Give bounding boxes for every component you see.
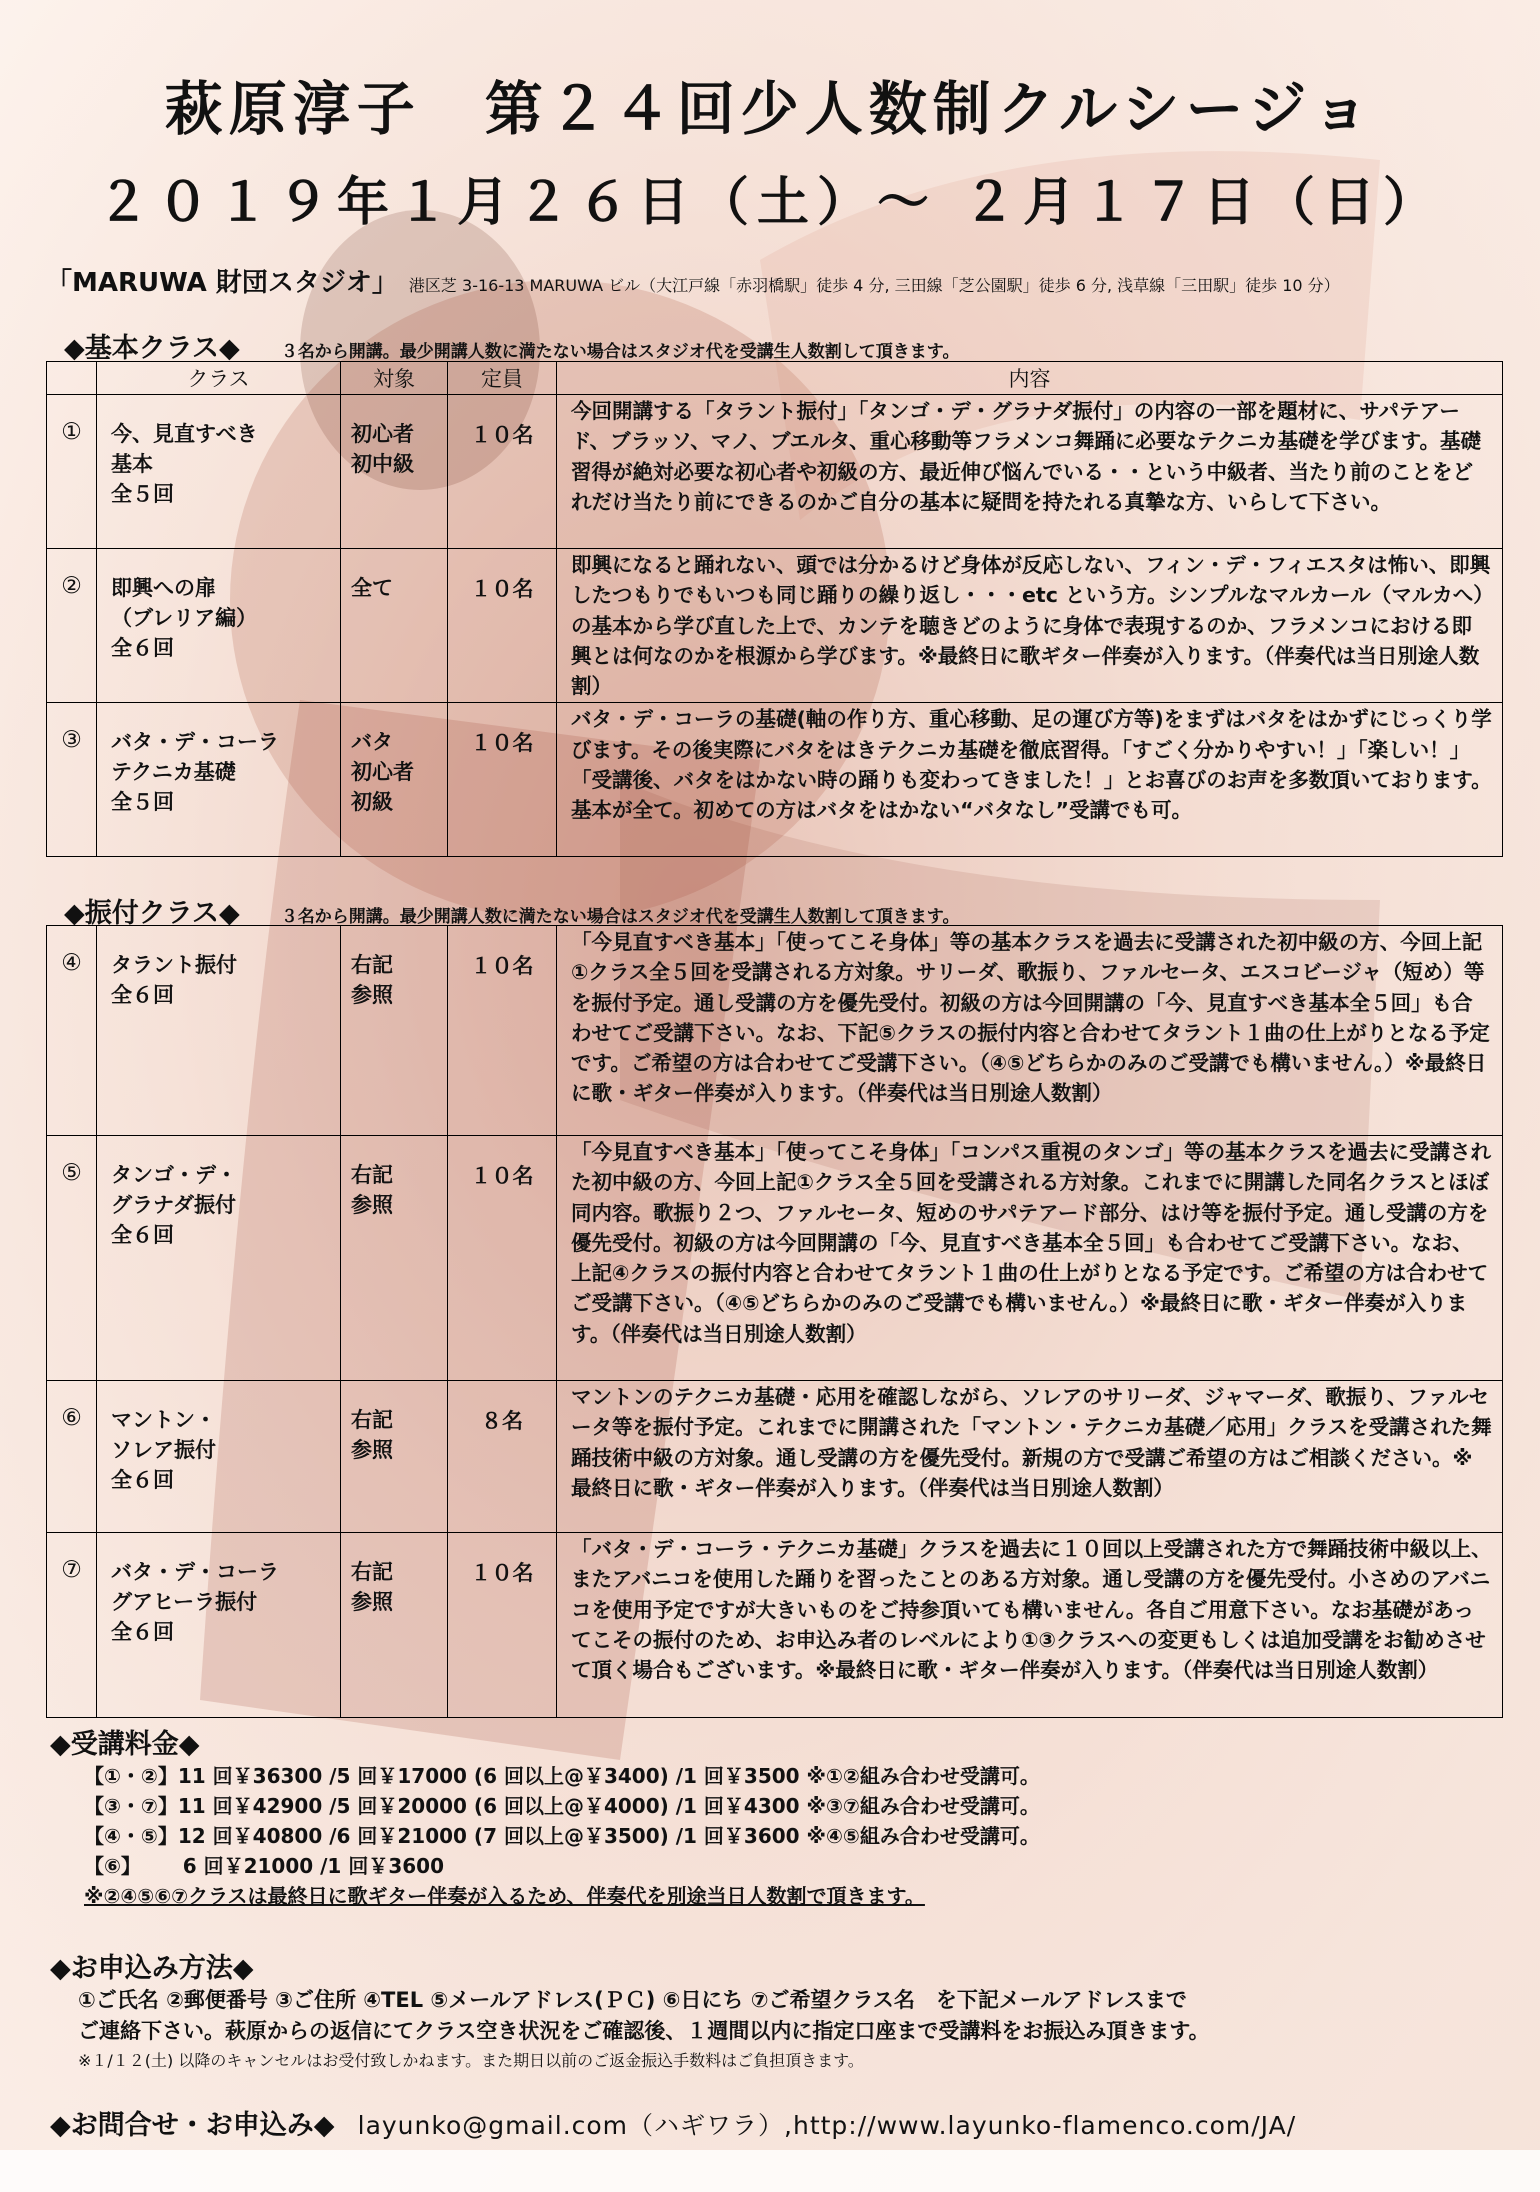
table-row [47, 1136, 1503, 1381]
class-capacity: １０名 [448, 395, 557, 549]
basic-class-heading-line [64, 326, 959, 365]
class-number: ④ [47, 926, 97, 1136]
choreo-class-heading: ◆振付クラス◆ [64, 898, 240, 929]
fee-line: 【⑥】 6 回￥21000 /1 回￥3600 [84, 1854, 444, 1878]
apply-instructions: ①ご氏名 ②郵便番号 ③ご住所 ④TEL ⑤メールアドレス(ＰＣ) ⑥日にち ⑦ご希望クラス名 を下記メールアドレスまで [78, 1988, 1187, 2012]
class-description: 即興になると踊れない、頭では分かるけど身体が反応しない、フィン・デ・フィエスタは怖い、即興したつもりでもいつも同じ踊りの繰り返し・・・etc という方。シンプルなマルカール（マルカへ）の基本から学び直した上で、カンテを聴きどのように身体で表現するのか、フラメンコにおける即興とは何なのかを根源から学びます。※最終日に歌ギター伴奏が入ります。（伴奏代は当日別途人数割） [557, 549, 1503, 703]
class-target: バタ 初心者 初級 [341, 703, 448, 857]
table-row [47, 926, 1503, 1136]
col-header-class: クラス [97, 362, 341, 395]
class-description: バタ・デ・コーラの基礎(軸の作り方、重心移動、足の運び方等)をまずはバタをはかずにじっくり学びます。その後実際にバタをはきテクニカ基礎を徹底習得。「すごく分かりやすい！」「楽しい！」「受講後、バタをはかない時の踊りも変わってきました！」とお喜びのお声を多数頂いております。基本が全て。初めての方はバタをはかない“バタなし”受講でも可。 [557, 703, 1503, 857]
class-capacity: １０名 [448, 703, 557, 857]
class-capacity: １０名 [448, 1136, 557, 1381]
col-header-content: 内容 [557, 362, 1503, 395]
fee-line: 【④・⑤】12 回￥40800 /6 回￥21000 (7 回以上@￥3500) /1 回￥3600 ※④⑤組み合わせ受講可。 [84, 1824, 1040, 1848]
table-row [47, 395, 1503, 549]
choreo-class-note: ３名から開講。最少開講人数に満たない場合はスタジオ代を受講生人数割して頂きます。 [280, 907, 960, 927]
choreo-class-table [46, 925, 1503, 1718]
cancel-policy: ※１/１２(土) 以降のキャンセルはお受付致しかねます。また期日以前のご返金振込手数料はご負担頂きます。 [78, 2051, 864, 2070]
fee-notice: ※②④⑤⑥⑦クラスは最終日に歌ギター伴奏が入るため、伴奏代を別途当日人数割で頂きます。 [84, 1884, 925, 1908]
fees-section [50, 1722, 1040, 1911]
class-description: 今回開講する「タラント振付」「タンゴ・デ・グラナダ振付」の内容の一部を題材に、サパテアード、ブラッソ、マノ、ブエルタ、重心移動等フラメンコ舞踊に必要なテクニカ基礎を学びます。基礎習得が絶対必要な初心者や初級の方、最近伸び悩んでいる・・という中級者、当たり前のことをどれだけ当たり前にできるのかご自分の基本に疑問を持たれる真摯な方、いらして下さい。 [557, 395, 1503, 549]
apply-heading: ◆お申込み方法◆ [50, 1953, 254, 1984]
class-target: 初心者 初中級 [341, 395, 448, 549]
class-name: マントン・ ソレア振付 全６回 [97, 1381, 341, 1533]
class-name: タンゴ・デ・ グラナダ振付 全６回 [97, 1136, 341, 1381]
class-name: バタ・デ・コーラ テクニカ基礎 全５回 [97, 703, 341, 857]
class-number: ⑦ [47, 1533, 97, 1718]
class-description: 「今見直すべき基本」「使ってこそ身体」「コンパス重視のタンゴ」等の基本クラスを過去に受講された初中級の方、今回上記①クラス全５回を受講される方対象。これまでに開講した同名クラスとほぼ同内容。歌振り２つ、ファルセータ、短めのサパテアード部分、はけ等を振付予定。通し受講の方を優先受付。初級の方は今回開講の「今、見直すべき基本全５回」も合わせてご受講下さい。なお、上記④クラスの振付内容と合わせてタラント１曲の仕上がりとなる予定です。ご希望の方は合わせてご受講下さい。（④⑤どちらかのみのご受講でも構いません。）※最終日に歌・ギター伴奏が入ります。（伴奏代は当日別途人数割） [557, 1136, 1503, 1381]
apply-section [50, 1946, 1210, 2075]
class-number: ② [47, 549, 97, 703]
class-name: タラント振付 全６回 [97, 926, 341, 1136]
fees-heading: ◆受講料金◆ [50, 1729, 200, 1760]
contact-heading: ◆お問合せ・お申込み◆ [50, 2110, 335, 2141]
class-name: 今、見直すべき 基本 全５回 [97, 395, 341, 549]
class-capacity: １０名 [448, 1533, 557, 1718]
table-row [47, 1533, 1503, 1718]
date-range: ２０１９年１月２６日（土）～ ２月１７日（日） [96, 173, 1444, 233]
basic-class-note: ３名から開講。最少開講人数に満たない場合はスタジオ代を受講生人数割して頂きます。 [280, 342, 960, 362]
class-capacity: １０名 [448, 926, 557, 1136]
col-header-target: 対象 [341, 362, 448, 395]
class-target: 全て [341, 549, 448, 703]
class-number: ⑤ [47, 1136, 97, 1381]
venue-address: 港区芝 3-16-13 MARUWA ビル（大江戸線「赤羽橋駅」徒歩 4 分, 三田線「芝公園駅」徒歩 6 分, 浅草線「三田駅」徒歩 10 分） [408, 276, 1340, 295]
class-description: 「今見直すべき基本」「使ってこそ身体」等の基本クラスを過去に受講された初中級の方、今回上記①クラス全５回を受講される方対象。サリーダ、歌振り、ファルセータ、エスコビージャ（短め）等を振付予定。通し受講の方を優先受付。初級の方は今回開講の「今、見直すべき基本全５回」も合わせてご受講下さい。なお、下記⑤クラスの振付内容と合わせてタラント１曲の仕上がりとなる予定です。ご希望の方は合わせてご受講下さい。（④⑤どちらかのみのご受講でも構いません。）※最終日に歌・ギター伴奏が入ります。（伴奏代は当日別途人数割） [557, 926, 1503, 1136]
page-title: 萩原淳子 第２４回少人数制クルシージョ [164, 75, 1376, 143]
col-header-num [47, 362, 97, 395]
venue-line [46, 262, 1340, 299]
fee-line: 【③・⑦】11 回￥42900 /5 回￥20000 (6 回以上@￥4000) /1 回￥4300 ※③⑦組み合わせ受講可。 [84, 1794, 1040, 1818]
table-row [47, 1381, 1503, 1533]
basic-class-table [46, 361, 1503, 857]
basic-class-heading: ◆基本クラス◆ [64, 333, 240, 364]
class-number: ③ [47, 703, 97, 857]
class-number: ⑥ [47, 1381, 97, 1533]
class-target: 右記 参照 [341, 1533, 448, 1718]
contact-line [50, 2103, 1296, 2142]
venue-name: 「MARUWA 財団スタジオ」 [46, 268, 398, 298]
class-number: ① [47, 395, 97, 549]
fee-line: 【①・②】11 回￥36300 /5 回￥17000 (6 回以上@￥3400) /1 回￥3500 ※①②組み合わせ受講可。 [84, 1764, 1040, 1788]
class-capacity: １０名 [448, 549, 557, 703]
class-description: マントンのテクニカ基礎・応用を確認しながら、ソレアのサリーダ、ジャマーダ、歌振り、ファルセータ等を振付予定。これまでに開講された「マントン・テクニカ基礎／応用」クラスを受講された舞踊技術中級の方対象。通し受講の方を優先受付。新規の方で受講ご希望の方はご相談ください。※最終日に歌・ギター伴奏が入ります。（伴奏代は当日別途人数割） [557, 1381, 1503, 1533]
class-capacity: ８名 [448, 1381, 557, 1533]
apply-instructions-2: ご連絡下さい。萩原からの返信にてクラス空き状況をご確認後、１週間以内に指定口座まで受講料をお振込み頂きます。 [78, 2019, 1210, 2043]
class-target: 右記 参照 [341, 1136, 448, 1381]
col-header-capacity: 定員 [448, 362, 557, 395]
table-row [47, 703, 1503, 857]
table-row [47, 549, 1503, 703]
class-name: 即興への扉 （ブレリア編） 全６回 [97, 549, 341, 703]
class-description: 「バタ・デ・コーラ・テクニカ基礎」クラスを過去に１０回以上受講された方で舞踊技術中級以上、またアバニコを使用した踊りを習ったことのある方対象。通し受講の方を優先受付。小さめのアバニコを使用予定ですが大きいものをご持参頂いても構いません。各自ご用意下さい。なお基礎があってこその振付のため、お申込み者のレベルにより①③クラスへの変更もしくは追加受講をお勧めさせて頂く場合もございます。※最終日に歌・ギター伴奏が入ります。（伴奏代は当日別途人数割） [557, 1533, 1503, 1718]
table-header-row [47, 362, 1503, 395]
class-target: 右記 参照 [341, 1381, 448, 1533]
class-target: 右記 参照 [341, 926, 448, 1136]
contact-info: layunko@gmail.com（ハギワラ）,http://www.layunko-flamenco.com/JA/ [357, 2111, 1297, 2140]
class-name: バタ・デ・コーラ グアヒーラ振付 全６回 [97, 1533, 341, 1718]
